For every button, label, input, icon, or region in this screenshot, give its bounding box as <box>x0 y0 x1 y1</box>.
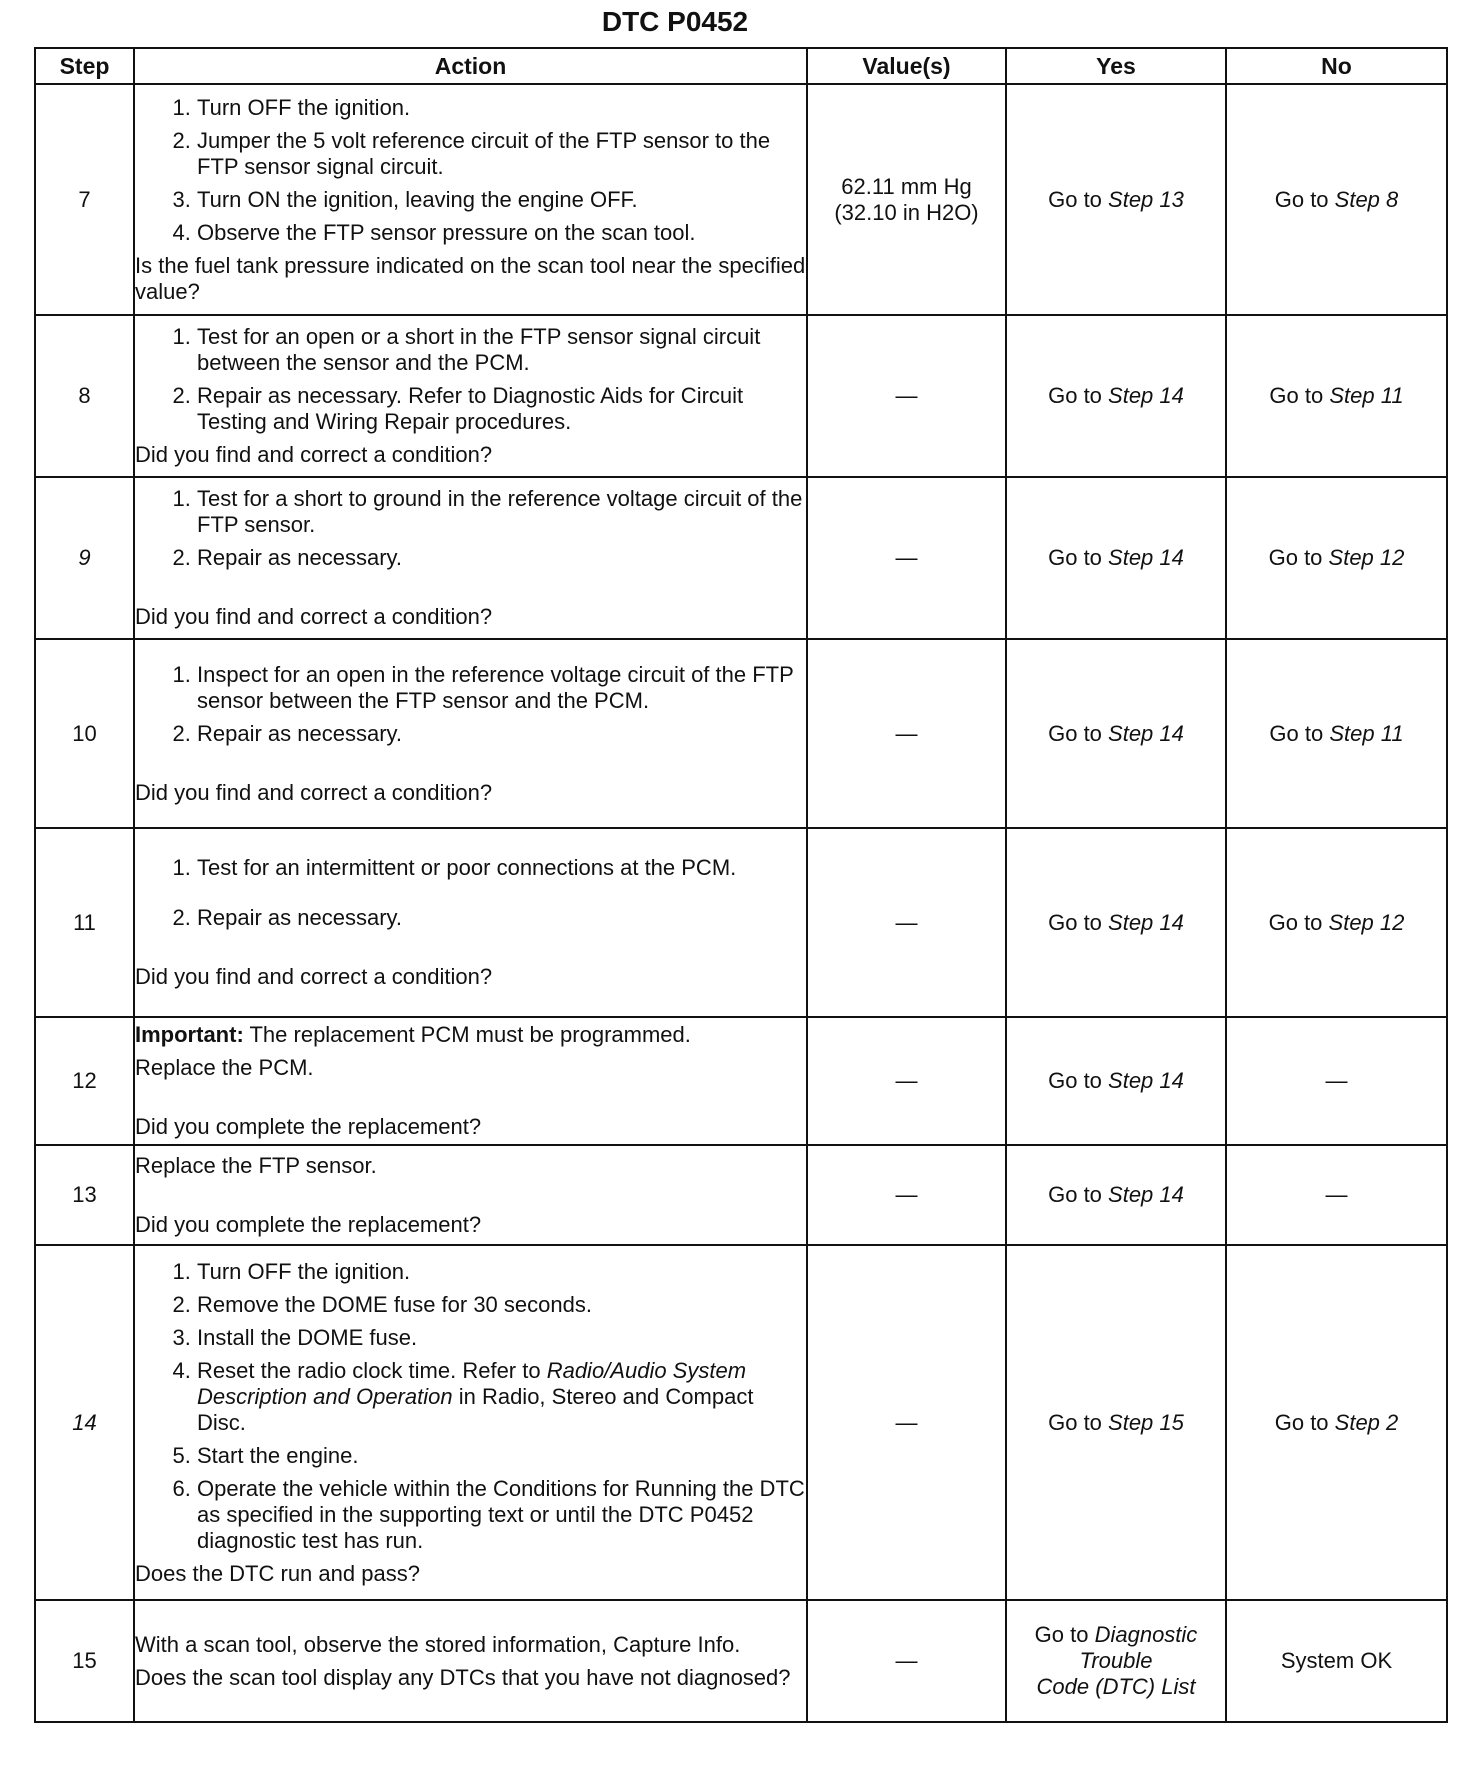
yes-step-link[interactable]: Step 15 <box>1108 1409 1184 1435</box>
yes-cell <box>1006 315 1226 477</box>
action-item: 2. Repair as necessary. <box>197 721 806 747</box>
action-item: 2. Repair as necessary. <box>197 905 806 931</box>
table-row <box>35 1017 1447 1145</box>
table-row <box>35 1600 1447 1722</box>
action-item: 2. Remove the DOME fuse for 30 seconds. <box>197 1292 806 1318</box>
step-number: 13 <box>35 1145 134 1245</box>
no-cell <box>1226 315 1447 477</box>
reference-link[interactable]: Radio/Audio System Description and Operation <box>197 1357 747 1409</box>
page-title: DTC P0452 <box>601 6 749 37</box>
yes-cell <box>1006 477 1226 639</box>
table-row <box>35 639 1447 828</box>
action-item: 3. Install the DOME fuse. <box>197 1325 806 1351</box>
step-number: 10 <box>35 639 134 828</box>
important-note <box>135 1022 806 1048</box>
no-cell <box>1226 477 1447 639</box>
action-item: 1. Turn OFF the ignition. <box>197 1259 806 1285</box>
action-item: 1. Test for an open or a short in the FTP sensor signal circuit between the sensor and the PCM. <box>197 324 806 376</box>
yes-prefix: Go to <box>1048 909 1109 935</box>
value-cell: — <box>807 1245 1006 1600</box>
value-text: (32.10 in H2O) <box>834 199 979 225</box>
action-cell <box>134 84 807 315</box>
value-cell: — <box>807 639 1006 828</box>
action-question: Did you find and correct a condition? <box>135 779 493 805</box>
header-yes: Yes <box>1006 48 1226 84</box>
action-question: Is the fuel tank pressure indicated on the scan tool near the specified value? <box>135 252 806 304</box>
action-question: Did you find and correct a condition? <box>135 964 493 989</box>
important-label: Important: <box>135 1022 244 1047</box>
no-prefix: Go to <box>1269 383 1330 408</box>
yes-prefix: Go to <box>1048 383 1109 408</box>
yes-reference-link[interactable]: Code (DTC) List <box>1036 1674 1196 1699</box>
value-cell: — <box>807 1600 1006 1722</box>
header-row <box>35 48 1447 84</box>
action-cell <box>134 639 807 828</box>
yes-step-link[interactable]: Step 14 <box>1108 545 1184 570</box>
no-prefix: Go to <box>1268 545 1329 570</box>
table-row <box>35 1145 1447 1245</box>
yes-cell <box>1006 828 1226 1017</box>
value-cell: — <box>807 1017 1006 1145</box>
action-item: 2. Repair as necessary. Refer to Diagnostic Aids for Circuit Testing and Wiring Repair procedures. <box>197 383 806 435</box>
value-cell: — <box>807 828 1006 1017</box>
action-item: 1. Test for a short to ground in the reference voltage circuit of the FTP sensor. <box>197 486 806 538</box>
header-no: No <box>1226 48 1447 84</box>
action-cell <box>134 1600 807 1722</box>
table-row <box>35 315 1447 477</box>
action-item: 4. Observe the FTP sensor pressure on the scan tool. <box>197 220 806 246</box>
step-number: 12 <box>35 1017 134 1145</box>
no-cell <box>1226 828 1447 1017</box>
yes-step-link[interactable]: Step 13 <box>1108 186 1184 212</box>
header-action: Action <box>134 48 807 84</box>
yes-prefix: Go to <box>1048 1409 1109 1435</box>
step-number: 11 <box>35 828 134 1017</box>
no-step-link[interactable]: Step 11 <box>1329 383 1404 408</box>
yes-step-link[interactable]: Step 14 <box>1108 383 1184 408</box>
step-number: 9 <box>35 477 134 639</box>
action-question: Did you complete the replacement? <box>135 1211 482 1237</box>
no-prefix: Go to <box>1274 186 1335 212</box>
yes-cell <box>1006 1600 1226 1722</box>
action-cell <box>134 1145 807 1245</box>
action-item <box>197 1358 806 1436</box>
yes-step-link[interactable]: Step 14 <box>1108 1182 1184 1207</box>
action-item: 1. Inspect for an open in the reference voltage circuit of the FTP sensor between the FTP sensor and the PCM. <box>197 662 806 714</box>
action-question: Does the DTC run and pass? <box>135 1560 420 1586</box>
yes-cell <box>1006 639 1226 828</box>
action-question: Did you complete the replacement? <box>135 1114 482 1139</box>
action-question: Did you find and correct a condition? <box>135 604 493 629</box>
no-step-link[interactable]: Step 2 <box>1334 1409 1399 1435</box>
step-number: 7 <box>35 84 134 315</box>
yes-cell <box>1006 1245 1226 1600</box>
action-line: Replace the PCM. <box>135 1055 314 1080</box>
no-prefix: Go to <box>1274 1409 1335 1435</box>
step-number: 14 <box>35 1245 134 1600</box>
step-number: 8 <box>35 315 134 477</box>
yes-prefix: Go to <box>1034 1622 1095 1647</box>
yes-step-link[interactable]: Step 14 <box>1108 1068 1184 1093</box>
action-item: 1. Test for an intermittent or poor connections at the PCM. <box>197 855 806 881</box>
action-line: With a scan tool, observe the stored information, Capture Info. <box>135 1631 741 1657</box>
no-cell: — <box>1226 1017 1447 1145</box>
yes-prefix: Go to <box>1048 545 1109 570</box>
no-cell <box>1226 84 1447 315</box>
yes-prefix: Go to <box>1048 720 1109 746</box>
no-prefix: Go to <box>1268 909 1329 935</box>
table-row <box>35 477 1447 639</box>
yes-reference-link[interactable]: Diagnostic <box>1094 1622 1198 1647</box>
value-cell: — <box>807 477 1006 639</box>
no-step-link[interactable]: Step 12 <box>1328 909 1405 935</box>
yes-cell <box>1006 84 1226 315</box>
action-cell <box>134 828 807 1017</box>
action-item: 1. Turn OFF the ignition. <box>197 95 806 121</box>
item-text: Reset the radio clock time. Refer to <box>197 1357 547 1383</box>
no-step-link[interactable]: Step 12 <box>1328 545 1405 570</box>
no-cell <box>1226 639 1447 828</box>
action-question: Does the scan tool display any DTCs that you have not diagnosed? <box>135 1664 791 1690</box>
action-cell <box>134 477 807 639</box>
table-row <box>35 1245 1447 1600</box>
action-line: Replace the FTP sensor. <box>135 1152 377 1178</box>
yes-cell <box>1006 1017 1226 1145</box>
value-cell: — <box>807 315 1006 477</box>
yes-cell <box>1006 1145 1226 1245</box>
no-step-link[interactable]: Step 8 <box>1334 186 1399 212</box>
action-item: 2. Jumper the 5 volt reference circuit of the FTP sensor to the FTP sensor signal circuit. <box>197 128 806 180</box>
yes-prefix: Go to <box>1048 1068 1109 1093</box>
value-text: 62.11 mm Hg <box>841 173 972 199</box>
yes-step-link[interactable]: Step 14 <box>1108 720 1184 746</box>
no-prefix: Go to <box>1269 720 1330 746</box>
value-cell: — <box>807 1145 1006 1245</box>
no-cell <box>1226 1245 1447 1600</box>
action-item: 5. Start the engine. <box>197 1443 806 1469</box>
no-cell: — <box>1226 1145 1447 1245</box>
item-text: in Radio, Stereo and Compact Disc. <box>197 1383 754 1435</box>
action-cell <box>134 1245 807 1600</box>
action-item: 3. Turn ON the ignition, leaving the engine OFF. <box>197 187 806 213</box>
yes-prefix: Go to <box>1048 1182 1109 1207</box>
action-item: 6. Operate the vehicle within the Conditions for Running the DTC as specified in the supporting text or until the DTC P0452 diagnostic test has run. <box>197 1476 806 1554</box>
action-cell <box>134 1017 807 1145</box>
no-cell: System OK <box>1226 1600 1447 1722</box>
yes-prefix: Go to <box>1048 186 1109 212</box>
dtc-table <box>34 47 1448 1723</box>
yes-reference-link[interactable]: Trouble <box>1079 1648 1153 1673</box>
yes-step-link[interactable]: Step 14 <box>1108 909 1184 935</box>
no-step-link[interactable]: Step 11 <box>1329 720 1404 746</box>
action-question: Did you find and correct a condition? <box>135 442 493 467</box>
action-cell <box>134 315 807 477</box>
step-number: 15 <box>35 1600 134 1722</box>
header-step: Step <box>35 48 134 84</box>
action-item: 2. Repair as necessary. <box>197 545 806 571</box>
header-values: Value(s) <box>807 48 1006 84</box>
table-row <box>35 828 1447 1017</box>
table-row <box>35 84 1447 315</box>
important-text: The replacement PCM must be programmed. <box>243 1022 691 1047</box>
value-cell <box>807 84 1006 315</box>
